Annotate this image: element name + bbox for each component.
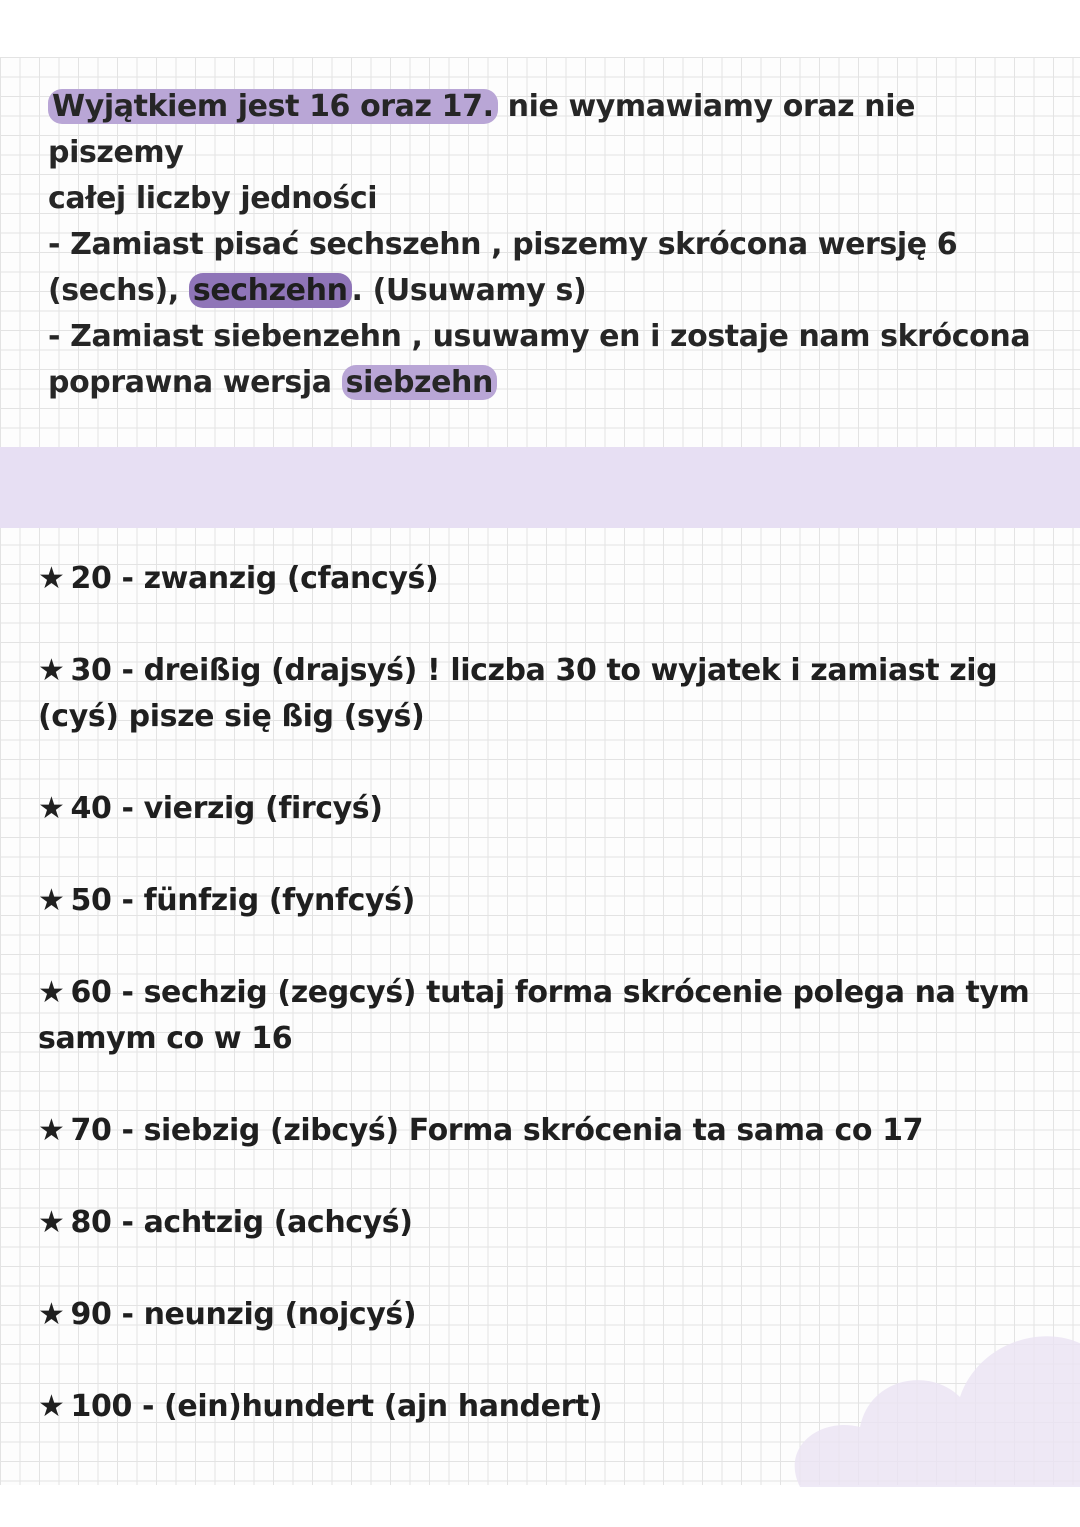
highlighted-word-sechzehn: sechzehn <box>189 273 352 308</box>
star-icon: ★ <box>38 561 65 596</box>
note-line-5: - Zamiast siebenzehn , usuwamy en i zostaje nam skrócona <box>48 319 1031 354</box>
list-item: ★ 60 - sechzig (zegcyś) tutaj forma skrócenie polega na tym samym co w 16 <box>38 975 1030 1056</box>
note-line-1: Wyjątkiem jest 16 oraz 17. nie wymawiamy oraz nie piszemy <box>48 89 916 170</box>
star-icon: ★ <box>38 1297 65 1332</box>
list-item: ★ 90 - neunzig (nojcyś) <box>38 1297 417 1332</box>
star-icon: ★ <box>38 1113 65 1148</box>
lavender-divider-band <box>0 447 1080 528</box>
list-item: ★ 100 - (ein)hundert (ajn handert) <box>38 1389 603 1424</box>
star-icon: ★ <box>38 653 65 688</box>
star-icon: ★ <box>38 791 65 826</box>
list-item: ★ 40 - vierzig (fircyś) <box>38 791 383 826</box>
note-line-2: całej liczby jedności <box>48 181 378 216</box>
star-icon: ★ <box>38 1205 65 1240</box>
note-line-3: - Zamiast pisać sechszehn , piszemy skrócona wersję 6 <box>48 227 958 262</box>
highlighted-phrase: Wyjątkiem jest 16 oraz 17. <box>48 89 498 124</box>
list-item: ★ 20 - zwanzig (cfancyś) <box>38 561 439 596</box>
list-item: ★ 30 - dreißig (drajsyś) ! liczba 30 to wyjatek i zamiast zig (cyś) pisze się ßig (syś) <box>38 653 998 734</box>
note-line-4: (sechs), sechzehn . (Usuwamy s) <box>48 273 587 308</box>
list-item: ★ 80 - achtzig (achcyś) <box>38 1205 413 1240</box>
note-line-6: poprawna wersja siebzehn <box>48 360 1048 406</box>
star-icon: ★ <box>38 975 65 1010</box>
tens-list <box>38 556 1058 1476</box>
list-item: ★ 50 - fünfzig (fynfcyś) <box>38 883 415 918</box>
highlighted-word-siebzehn: siebzehn <box>342 365 497 400</box>
list-item: ★ 70 - siebzig (zibcyś) Forma skrócenia ta sama co 17 <box>38 1113 924 1148</box>
star-icon: ★ <box>38 1389 65 1424</box>
star-icon: ★ <box>38 883 65 918</box>
exception-note <box>48 84 1048 406</box>
